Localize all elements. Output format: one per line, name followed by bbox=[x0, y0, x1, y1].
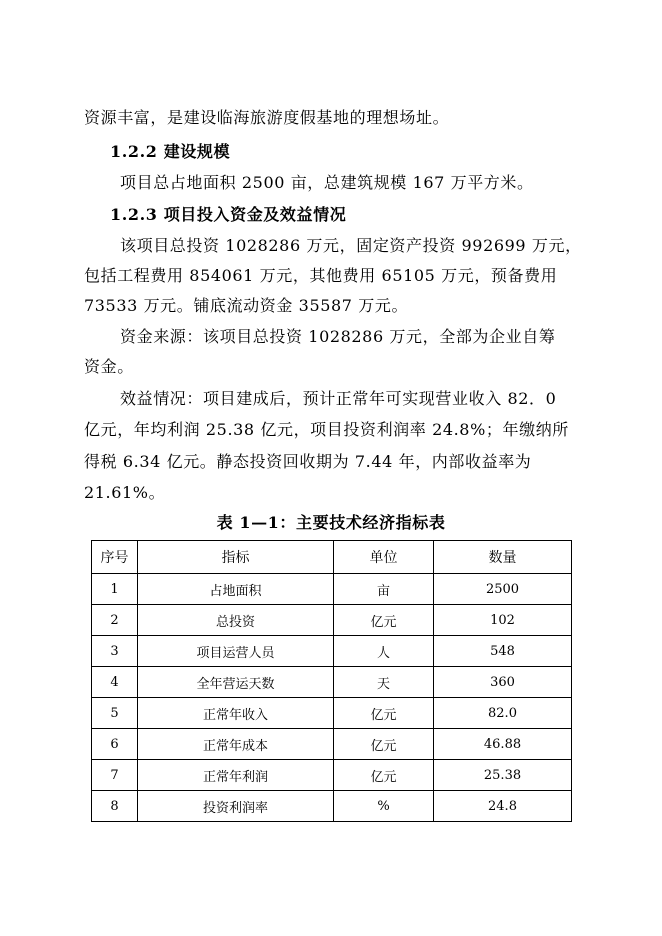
paragraph-investment-line-2: 包括工程费用 854061 万元，其他费用 65105 万元，预备费用 bbox=[84, 266, 558, 285]
cell-unit: 亿元 bbox=[334, 605, 434, 636]
header-cell-no: 序号 bbox=[92, 541, 138, 574]
section-heading-investment: 1.2.3 项目投入资金及效益情况 bbox=[110, 205, 347, 224]
cell-unit: 亿元 bbox=[334, 698, 434, 729]
cell-indicator: 占地面积 bbox=[138, 574, 334, 605]
cell-unit: 亿元 bbox=[334, 760, 434, 791]
cell-indicator: 正常年成本 bbox=[138, 729, 334, 760]
indicators-table bbox=[91, 540, 572, 822]
paragraph-funding-line-1: 资金来源：该项目总投资 1028286 万元，全部为企业自筹 bbox=[120, 327, 556, 346]
header-cell-indicator: 指标 bbox=[138, 541, 334, 574]
header-cell-unit: 单位 bbox=[334, 541, 434, 574]
table-row bbox=[92, 729, 572, 760]
cell-no: 6 bbox=[92, 729, 138, 760]
paragraph-benefit-line-4: 21.61%。 bbox=[84, 483, 166, 502]
table-title: 表 1—1：主要技术经济指标表 bbox=[216, 513, 446, 532]
cell-quantity: 82.0 bbox=[434, 698, 572, 729]
paragraph-investment-line-3: 73533 万元。铺底流动资金 35587 万元。 bbox=[84, 296, 409, 315]
cell-quantity: 24.8 bbox=[434, 791, 572, 822]
cell-no: 5 bbox=[92, 698, 138, 729]
cell-no: 1 bbox=[92, 574, 138, 605]
cell-unit: 亩 bbox=[334, 574, 434, 605]
cell-unit: 人 bbox=[334, 636, 434, 667]
cell-quantity: 548 bbox=[434, 636, 572, 667]
cell-indicator: 全年营运天数 bbox=[138, 667, 334, 698]
cell-unit: % bbox=[334, 791, 434, 822]
paragraph-site-line-1: 资源丰富，是建设临海旅游度假基地的理想场址。 bbox=[84, 108, 450, 127]
section-heading-construction-scale: 1.2.2 建设规模 bbox=[110, 142, 231, 161]
header-cell-quantity: 数量 bbox=[434, 541, 572, 574]
table-row bbox=[92, 605, 572, 636]
cell-indicator: 总投资 bbox=[138, 605, 334, 636]
cell-unit: 亿元 bbox=[334, 729, 434, 760]
cell-no: 2 bbox=[92, 605, 138, 636]
cell-no: 7 bbox=[92, 760, 138, 791]
table-row bbox=[92, 667, 572, 698]
cell-quantity: 2500 bbox=[434, 574, 572, 605]
paragraph-benefit-line-2: 亿元，年均利润 25.38 亿元，项目投资利润率 24.8%；年缴纳所 bbox=[84, 420, 569, 439]
paragraph-scale-line-1: 项目总占地面积 2500 亩，总建筑规模 167 万平方米。 bbox=[120, 173, 534, 192]
paragraph-funding-line-2: 资金。 bbox=[84, 357, 134, 376]
cell-quantity: 25.38 bbox=[434, 760, 572, 791]
table-header-row bbox=[92, 541, 572, 574]
paragraph-benefit-line-1: 效益情况：项目建成后，预计正常年可实现营业收入 82．0 bbox=[120, 389, 557, 408]
cell-unit: 天 bbox=[334, 667, 434, 698]
cell-quantity: 360 bbox=[434, 667, 572, 698]
cell-indicator: 项目运营人员 bbox=[138, 636, 334, 667]
table-row bbox=[92, 636, 572, 667]
paragraph-investment-line-1: 该项目总投资 1028286 万元，固定资产投资 992699 万元， bbox=[120, 236, 582, 255]
cell-indicator: 正常年收入 bbox=[138, 698, 334, 729]
cell-quantity: 102 bbox=[434, 605, 572, 636]
cell-no: 3 bbox=[92, 636, 138, 667]
cell-indicator: 正常年利润 bbox=[138, 760, 334, 791]
cell-indicator: 投资利润率 bbox=[138, 791, 334, 822]
paragraph-benefit-line-3: 得税 6.34 亿元。静态投资回收期为 7.44 年，内部收益率为 bbox=[84, 452, 532, 471]
table-row bbox=[92, 760, 572, 791]
table-row bbox=[92, 791, 572, 822]
table-row bbox=[92, 574, 572, 605]
table-row bbox=[92, 698, 572, 729]
cell-no: 4 bbox=[92, 667, 138, 698]
cell-no: 8 bbox=[92, 791, 138, 822]
cell-quantity: 46.88 bbox=[434, 729, 572, 760]
